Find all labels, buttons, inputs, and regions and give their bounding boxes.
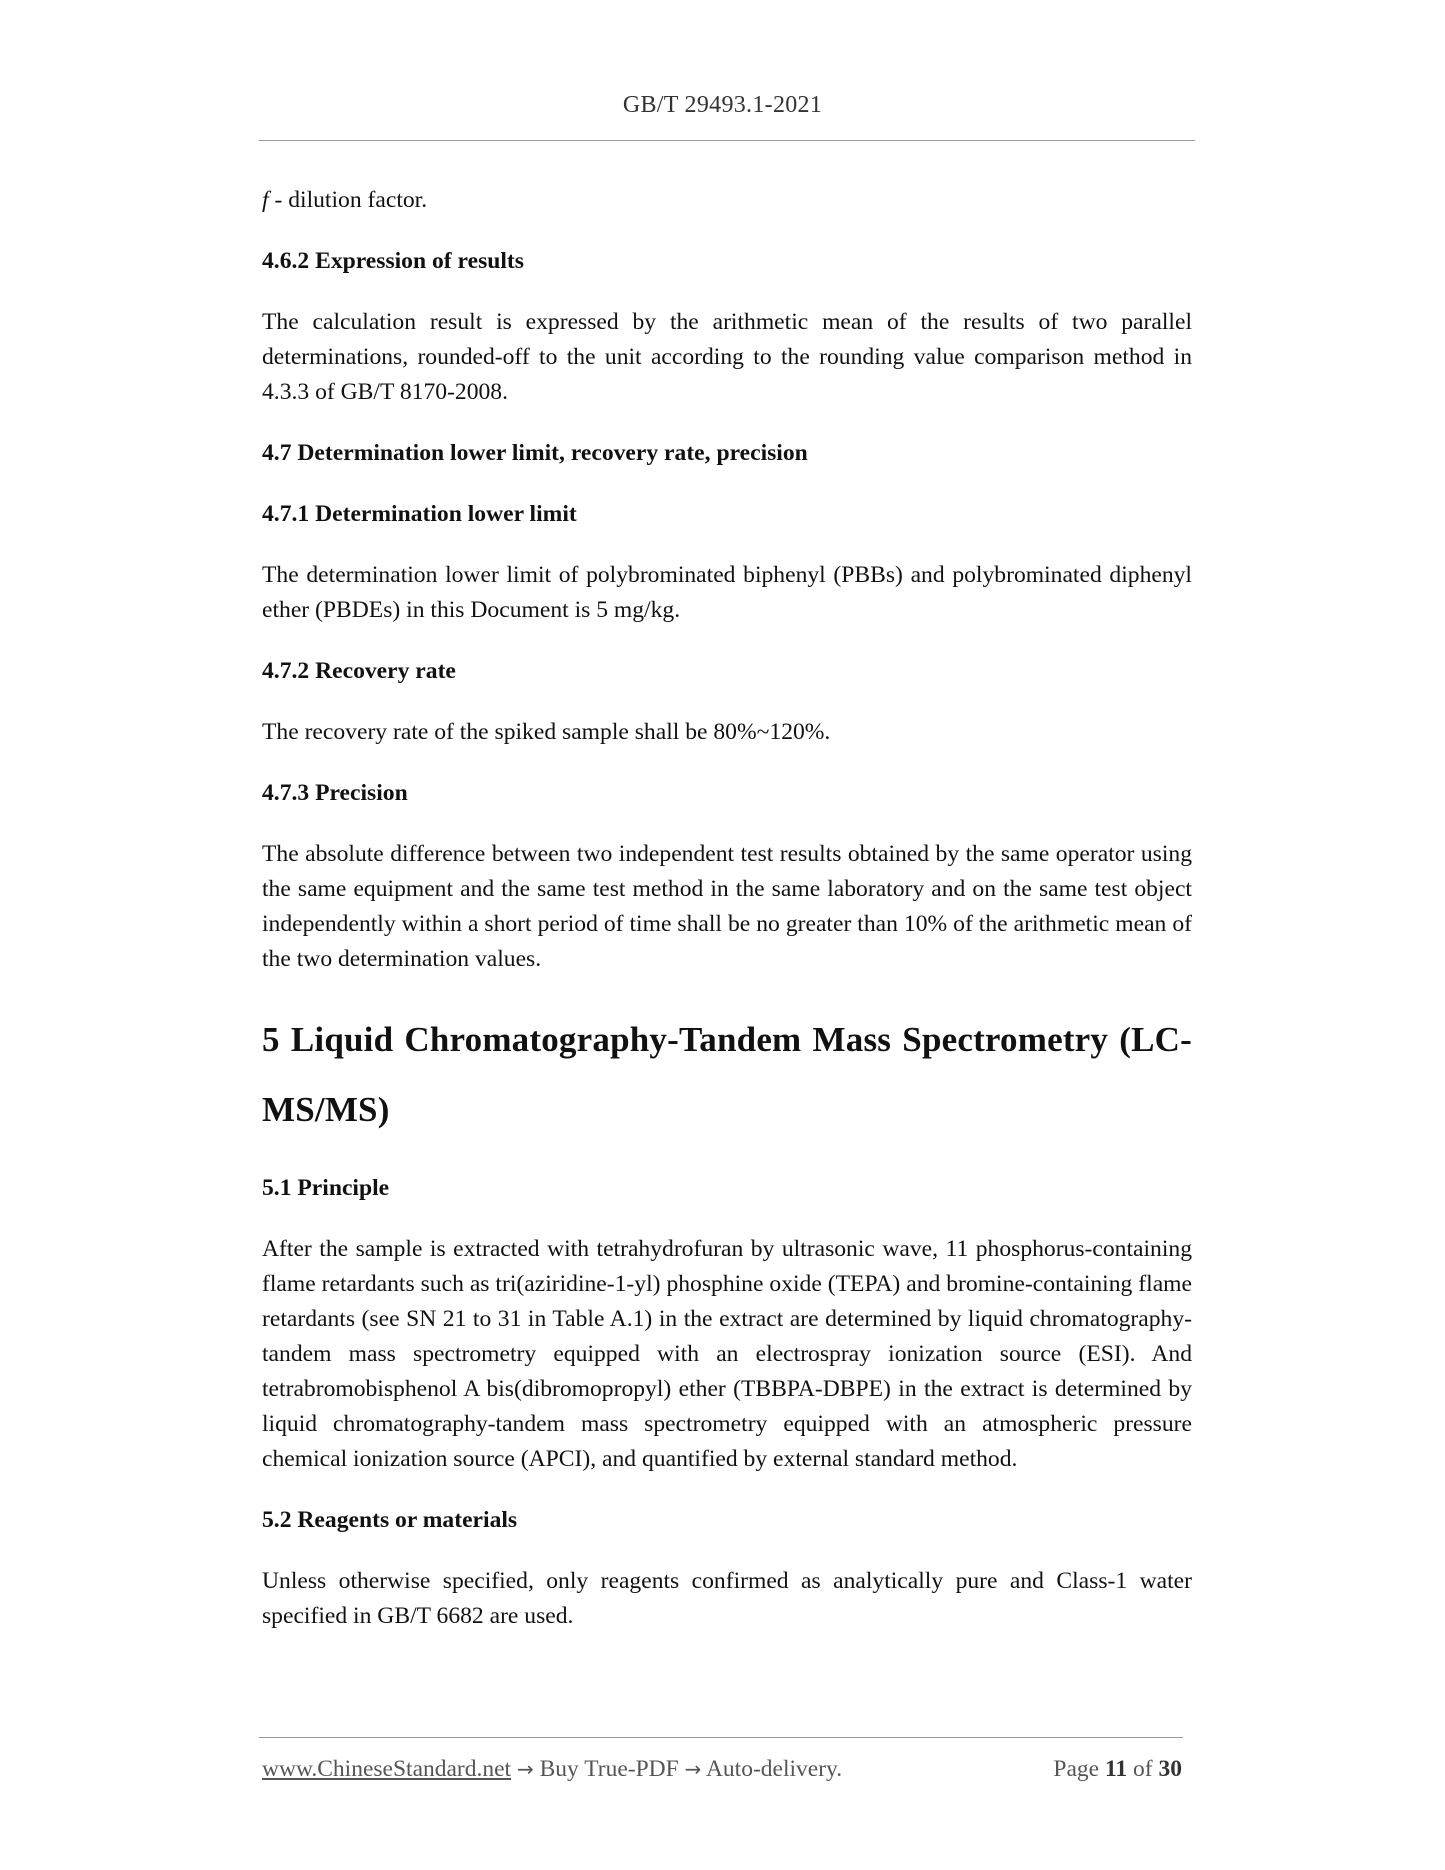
variable-f: f [262,187,269,213]
heading-5-1: 5.1 Principle [262,1175,390,1201]
dilution-factor-line [262,183,1192,218]
heading-4-7: 4.7 Determination lower limit, recovery rate, precision [262,440,808,466]
heading-4-7-2: 4.7.2 Recovery rate [262,658,456,684]
heading-4-6-2: 4.6.2 Expression of results [262,248,524,274]
paragraph-lower-limit: The determination lower limit of polybrominated biphenyl (PBBs) and polybrominated diphenyl ether (PBDEs) in this Document is 5 mg/kg. [262,562,1192,623]
dilution-factor-text: - dilution factor. [268,187,428,213]
footer-rule [259,1737,1183,1738]
header-rule [259,140,1195,141]
heading-4-7-3: 4.7.3 Precision [262,780,408,806]
delivery-text: Auto-delivery. [705,1756,843,1782]
paragraph-principle: After the sample is extracted with tetrahydrofuran by ultrasonic wave, 11 phosphorus-containing flame retardants such as tri(aziridine-1-yl) phosphine oxide (TEPA) and bromine-containing flame retardants (see SN 21 to 31 in Table A.1) in the extract are determined by liquid chromatography-tandem mass spectrometry equipped with an electrospray ionization source (ESI). And tetrabromobisphenol A bis(dibromopropyl) ether (TBBPA-DBPE) in the extract is determined by liquid chromatography-tandem mass spectrometry equipped with an atmospheric pressure chemical ionization source (APCI), and quantified by external standard method. [262,1236,1192,1472]
paragraph-recovery-rate: The recovery rate of the spiked sample shall be 80%~120%. [262,719,831,745]
page-total: 30 [1158,1756,1182,1782]
site-link[interactable]: www.ChineseStandard.net [262,1756,512,1782]
heading-5-lc-ms-ms: 5 Liquid Chromatography-Tandem Mass Spectrometry (LC-MS/MS) [262,1020,1192,1129]
right-arrow-icon: → [516,1757,534,1781]
buy-text: Buy True-PDF [539,1756,679,1782]
page-counter: Page 11 of 30 [1053,1756,1182,1782]
footer-promo [262,1756,842,1783]
paragraph-expression-results: The calculation result is expressed by the arithmetic mean of the results of two parallel determinations, rounded-off to the unit according to the rounding value comparison method in 4.3.3 of GB/T 8170-2008. [262,309,1192,405]
page-number: 11 [1104,1756,1128,1782]
paragraph-reagents: Unless otherwise specified, only reagents confirmed as analytically pure and Class-1 water specified in GB/T 6682 are used. [262,1568,1192,1629]
right-arrow-icon: → [684,1757,702,1781]
page-header: GB/T 29493.1-2021 [622,92,823,118]
heading-4-7-1: 4.7.1 Determination lower limit [262,501,577,527]
page-body [262,183,1192,1634]
paragraph-precision: The absolute difference between two independent test results obtained by the same operator using the same equipment and the same test method in the same laboratory and on the same test object independently within a short period of time shall be no greater than 10% of the arithmetic mean of the two determination values. [262,841,1192,972]
heading-5-2: 5.2 Reagents or materials [262,1507,518,1533]
